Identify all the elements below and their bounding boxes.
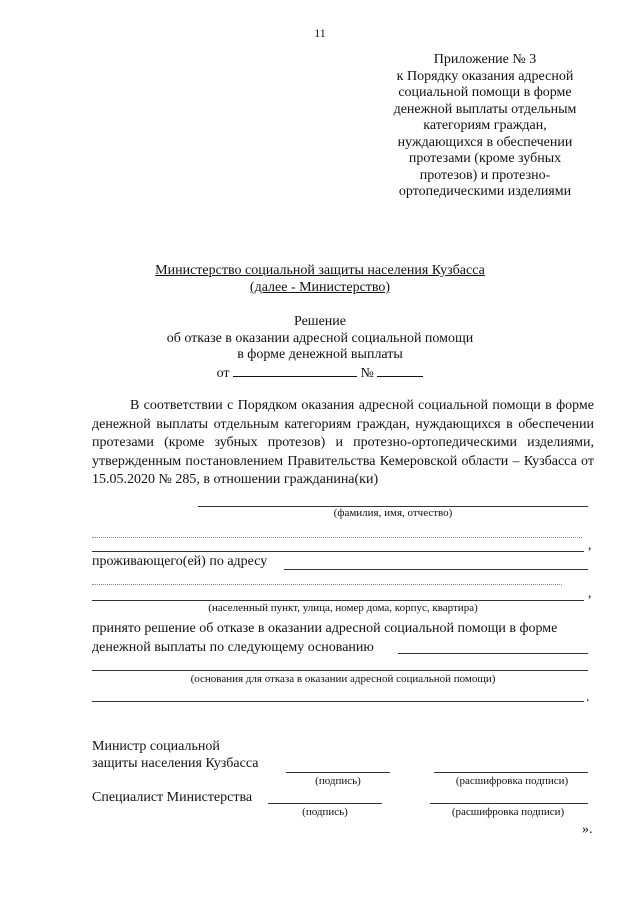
decision-subtitle-2: в форме денежной выплаты	[237, 347, 403, 362]
closing-quote: ».	[582, 822, 593, 837]
date-prefix: от	[216, 366, 230, 381]
appendix-line: протезов) и протезно-	[419, 167, 551, 183]
minister-title	[92, 738, 258, 772]
comma: ,	[588, 586, 592, 601]
appendix-block	[370, 52, 600, 201]
specialist-decoding-field[interactable]	[430, 803, 588, 804]
ministry-name: Министерство социальной защиты населения Кузбасса	[155, 263, 485, 278]
name-field-line-2[interactable]	[92, 551, 584, 552]
name-field-continued[interactable]	[92, 537, 582, 538]
caption-name: (фамилия, имя, отчество)	[333, 507, 453, 519]
specialist-signature-field[interactable]	[268, 803, 382, 804]
address-field-line-3[interactable]	[92, 600, 584, 601]
period: .	[586, 690, 590, 705]
appendix-line: категориям граждан,	[423, 118, 547, 133]
appendix-line: нуждающихся в обеспечении	[397, 134, 573, 150]
minister-signature-field[interactable]	[286, 772, 390, 773]
caption-address: (населенный пункт, улица, номер дома, корпус, квартира)	[208, 602, 478, 614]
specialist-title: Специалист Министерства	[92, 790, 253, 805]
address-field[interactable]	[284, 569, 588, 570]
appendix-line: Приложение № 3	[433, 52, 537, 67]
appendix-line: социальной помощи в форме	[398, 85, 572, 100]
comma: ,	[588, 538, 592, 553]
appendix-line: протезами (кроме зубных	[408, 151, 562, 166]
address-field-line-2[interactable]	[92, 584, 562, 585]
main-paragraph	[92, 397, 594, 490]
caption-signature: (подпись)	[302, 806, 348, 818]
address-label: проживающего(ей) по адресу	[92, 554, 268, 569]
page-number: 11	[314, 26, 326, 40]
ministry-heading	[0, 262, 640, 296]
appendix-line: денежной выплаты отдельным	[393, 101, 577, 117]
caption-signature: (подпись)	[315, 775, 361, 787]
number-field[interactable]	[377, 365, 423, 377]
caption-decoding: (расшифровка подписи)	[455, 775, 569, 787]
main-paragraph-text: В соответствии с Порядком оказания адресной социальной помощи в форме денежной выплаты отдельным категориям граждан, нуждающихся в обеспечении протезами (кроме зубных протезов) и протезно-ортопедическими изделиями, утвержденным постановлением Правительства Кемеровской области – Кузбасса от 15.05.2020 № 285, в отношении гражданина(ки)	[92, 398, 594, 487]
minister-decoding-field[interactable]	[434, 772, 588, 773]
ministry-abbrev: (далее - Министерство)	[249, 280, 391, 295]
number-sign: №	[360, 366, 374, 381]
decision-subtitle: об отказе в оказании адресной социальной помощи	[166, 330, 474, 346]
appendix-line: к Порядку оказания адресной	[396, 68, 574, 84]
decision-title: Решение	[293, 314, 346, 329]
date-number-line	[0, 365, 640, 382]
caption-reason: (основания для отказа в оказании адресной социальной помощи)	[190, 673, 496, 685]
date-field[interactable]	[233, 365, 357, 377]
decision-text: принято решение об отказе в оказании адресной социальной помощи в форме денежной выплаты по следующему основанию	[92, 621, 558, 655]
appendix-line: ортопедическими изделиями	[398, 184, 572, 199]
minister-title-line: Министр социальной	[92, 739, 220, 754]
reason-field-line-2[interactable]	[92, 670, 588, 671]
decision-heading	[0, 314, 640, 364]
reason-field-line-3[interactable]	[92, 701, 584, 702]
reason-field[interactable]	[398, 653, 588, 654]
caption-decoding: (расшифровка подписи)	[451, 806, 565, 818]
minister-title-line: защиты населения Кузбасса	[92, 756, 259, 771]
